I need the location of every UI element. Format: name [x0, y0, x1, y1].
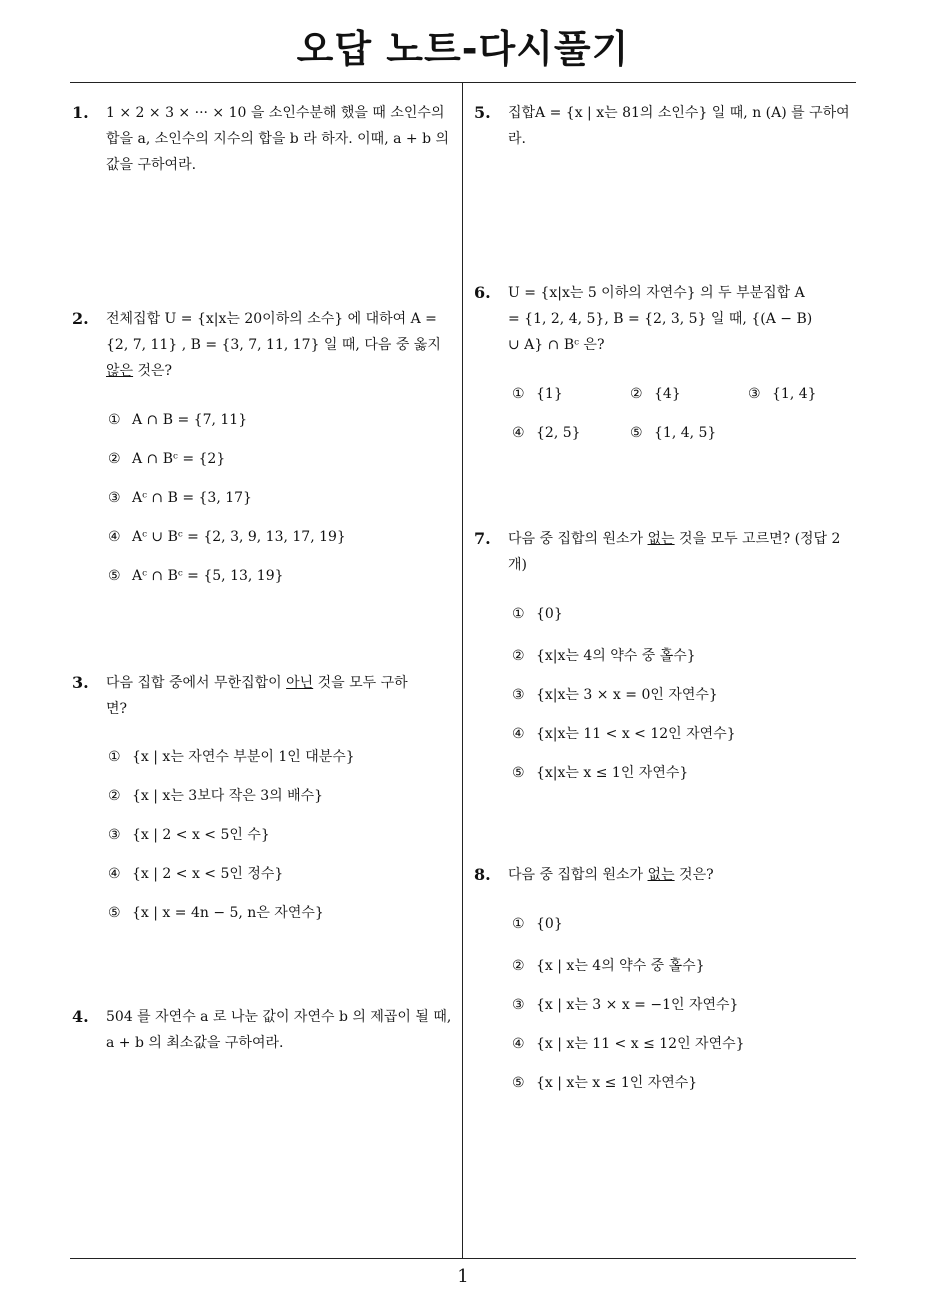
question-text-part: 다음 중 집합의 원소가 [508, 867, 648, 883]
option-text: {x|x는 4의 약수 중 홀수} [536, 648, 696, 664]
question-text: 집합A = {x | x는 81의 소인수} 일 때, n (A) 를 구하여라. [508, 105, 850, 147]
question-text-part: 것은? [133, 363, 173, 379]
option-text: A ∩ Bᶜ = {2} [132, 451, 226, 467]
option-2[interactable] [108, 451, 225, 467]
option-marker: ⑤ [108, 905, 121, 921]
option-text: Aᶜ ∩ Bᶜ = {5, 13, 19} [132, 568, 284, 584]
option-text: {2, 5} [536, 425, 581, 441]
option-4[interactable] [108, 863, 283, 883]
question-text-part: 것은? [674, 867, 714, 883]
option-marker: ① [512, 386, 525, 402]
option-text: {x|x는 x ≤ 1인 자연수} [536, 765, 689, 781]
option-marker: ② [108, 451, 121, 467]
question-text [508, 526, 858, 578]
option-marker: ② [512, 958, 525, 974]
option-marker: ③ [108, 490, 121, 506]
question-3 [72, 670, 422, 722]
option-marker: ① [512, 606, 525, 622]
question-text [106, 306, 456, 384]
question-text [106, 670, 422, 722]
question-number: 2. [72, 309, 89, 328]
option-marker: ⑤ [108, 568, 121, 584]
question-number: 7. [474, 529, 491, 548]
option-text: {x | x는 x ≤ 1인 자연수} [536, 1075, 698, 1091]
question-number: 6. [474, 283, 491, 302]
question-text-part: 것을 모두 고르면? (정답 2개) [508, 531, 841, 573]
option-marker: ③ [108, 827, 121, 843]
question-1 [72, 100, 456, 178]
option-text: {x | x는 11 < x ≤ 12인 자연수} [536, 1036, 745, 1052]
question-5 [474, 100, 854, 152]
column-divider [462, 83, 463, 1258]
option-text: {x|x는 11 < x < 12인 자연수} [536, 726, 736, 742]
option-3[interactable] [512, 684, 718, 704]
option-marker: ④ [512, 1036, 525, 1052]
option-3[interactable] [108, 490, 252, 506]
option-4[interactable] [512, 425, 581, 441]
option-marker: ⑤ [512, 765, 525, 781]
option-1[interactable] [108, 412, 247, 428]
option-3[interactable] [748, 386, 817, 402]
option-5[interactable] [512, 762, 688, 782]
option-text: {1, 4} [772, 386, 817, 402]
option-2[interactable] [512, 955, 705, 975]
question-number: 1. [72, 103, 89, 122]
question-text: U = {x|x는 5 이하의 자연수} 의 두 부분집합 A = {1, 2, 4, 5}, B = {2, 3, 5} 일 때, {(A − B) ∪ A} ∩ Bᶜ 은? [508, 285, 813, 353]
option-2[interactable] [512, 645, 696, 665]
option-2[interactable] [108, 785, 323, 805]
question-text-part: 전체집합 U = {x|x는 20이하의 소수} 에 대하여 A = {2, 7, 11} , B = {3, 7, 11, 17} 일 때, 다음 중 옳지 [106, 311, 441, 353]
question-number: 8. [474, 865, 491, 884]
question-8 [474, 862, 858, 888]
option-3[interactable] [108, 824, 270, 844]
emphasis-underline: 아닌 [286, 675, 314, 691]
question-7 [474, 526, 858, 578]
option-text: {x | x는 4의 약수 중 홀수} [536, 958, 705, 974]
option-5[interactable] [108, 568, 284, 584]
option-text: {4} [654, 386, 681, 402]
option-text: {x|x는 3 × x = 0인 자연수} [536, 687, 718, 703]
option-marker: ② [630, 386, 643, 402]
option-1[interactable] [512, 606, 563, 622]
question-text: 1 × 2 × 3 × ··· × 10 을 소인수분해 했을 때 소인수의 합을 a, 소인수의 지수의 합을 b 라 하자. 이때, a + b 의 값을 구하여라. [106, 105, 450, 173]
option-marker: ② [108, 788, 121, 804]
question-text: 504 를 자연수 a 로 나눈 값이 자연수 b 의 제곱이 될 때, a + b 의 최소값을 구하여라. [106, 1009, 452, 1051]
option-text: {1, 4, 5} [654, 425, 717, 441]
option-text: Aᶜ ∪ Bᶜ = {2, 3, 9, 13, 17, 19} [132, 529, 346, 545]
question-number: 3. [72, 673, 89, 692]
option-marker: ④ [512, 425, 525, 441]
option-marker: ④ [108, 866, 121, 882]
option-marker: ① [512, 916, 525, 932]
option-text: {0} [536, 916, 563, 932]
question-6 [474, 280, 814, 358]
option-marker: ④ [512, 726, 525, 742]
page-number: 1 [457, 1266, 469, 1287]
option-text: Aᶜ ∩ B = {3, 17} [132, 490, 252, 506]
emphasis-underline: 없는 [647, 531, 675, 547]
option-text: {x | x = 4n − 5, n은 자연수} [132, 905, 324, 921]
option-marker: ⑤ [512, 1075, 525, 1091]
question-text-part: 다음 중 집합의 원소가 [508, 531, 648, 547]
question-number: 4. [72, 1007, 89, 1026]
question-text-part: 것을 모두 구하면? [106, 675, 408, 717]
question-text [508, 862, 858, 888]
page-title: 오답 노트-다시풀기 [296, 27, 630, 71]
question-text-part: 다음 집합 중에서 무한집합이 [106, 675, 287, 691]
option-5[interactable] [630, 425, 716, 441]
option-2[interactable] [630, 386, 681, 402]
option-text: {x | x는 3 × x = −1인 자연수} [536, 997, 739, 1013]
question-4 [72, 1004, 456, 1056]
option-marker: ② [512, 648, 525, 664]
top-divider [70, 82, 856, 83]
question-number: 5. [474, 103, 491, 122]
option-text: {x | x는 3보다 작은 3의 배수} [132, 788, 324, 804]
option-3[interactable] [512, 994, 738, 1014]
option-4[interactable] [108, 529, 346, 545]
option-marker: ⑤ [630, 425, 643, 441]
option-text: {x | 2 < x < 5인 정수} [132, 866, 284, 882]
option-4[interactable] [512, 1033, 745, 1053]
option-text: {x | 2 < x < 5인 수} [132, 827, 270, 843]
option-4[interactable] [512, 723, 736, 743]
option-text: {0} [536, 606, 563, 622]
option-1[interactable] [108, 746, 355, 766]
option-marker: ③ [512, 687, 525, 703]
option-marker: ④ [108, 529, 121, 545]
option-1[interactable] [512, 386, 563, 402]
option-marker: ③ [512, 997, 525, 1013]
question-2 [72, 306, 456, 384]
option-1[interactable] [512, 916, 563, 932]
option-text: A ∩ B = {7, 11} [132, 412, 248, 428]
bottom-divider [70, 1258, 856, 1259]
option-text: {x | x는 자연수 부분이 1인 대분수} [132, 749, 355, 765]
option-text: {1} [536, 386, 563, 402]
option-marker: ③ [748, 386, 761, 402]
option-marker: ① [108, 749, 121, 765]
option-marker: ① [108, 412, 121, 428]
option-5[interactable] [512, 1072, 697, 1092]
emphasis-underline: 않은 [106, 363, 134, 379]
emphasis-underline: 없는 [647, 867, 675, 883]
option-5[interactable] [108, 902, 324, 922]
